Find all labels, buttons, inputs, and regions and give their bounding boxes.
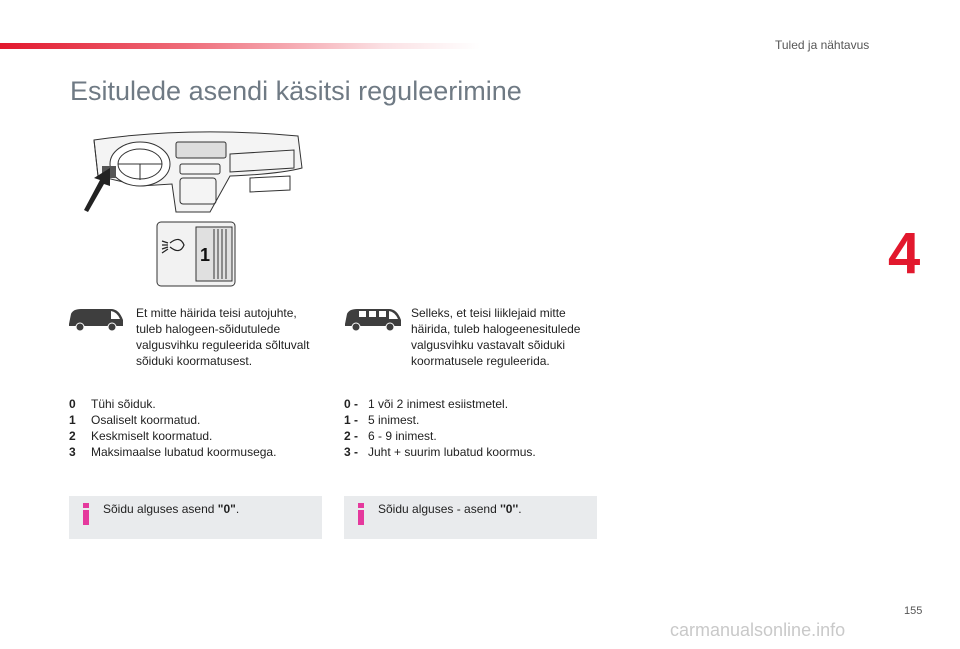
info-suffix: . (235, 502, 240, 516)
info-suffix: . (518, 502, 522, 516)
info-label: Sõidu alguses - asend (378, 502, 501, 516)
list-item (69, 396, 276, 412)
right-note-line: valgusvihku vastavalt sõiduki (411, 338, 566, 352)
info-icon (357, 503, 365, 525)
watermark: carmanualsonline.info (670, 620, 846, 640)
position-key: 0 (69, 397, 76, 411)
headlamp-adjust-dial (156, 221, 236, 287)
right-note-line: Selleks, et teisi liiklejaid mitte (411, 306, 566, 320)
position-text: Tühi sõiduk. (91, 397, 156, 411)
left-position-list (69, 396, 276, 460)
position-text: Osaliselt koormatud. (91, 413, 201, 427)
right-position-list (344, 396, 536, 460)
position-text: Juht + suurim lubatud koormus. (368, 445, 536, 459)
dashboard-illustration (80, 128, 305, 214)
position-key: 1 (69, 413, 76, 427)
right-note (411, 305, 580, 369)
position-text: 1 või 2 inimest esiistmetel. (368, 397, 509, 411)
right-note-line: koormatusele reguleerida. (411, 354, 550, 368)
position-key: 0 - (344, 397, 359, 411)
info-label: Sõidu alguses asend (103, 502, 218, 516)
list-item (344, 428, 536, 444)
left-note-line: tuleb halogeen-sõidutulede (136, 322, 281, 336)
left-note-line: Et mitte häirida teisi autojuhte, (136, 306, 297, 320)
position-key: 1 - (344, 413, 359, 427)
info-box-left (69, 496, 322, 539)
list-item (69, 444, 276, 460)
position-key: 3 (69, 445, 76, 459)
position-text: 5 inimest. (368, 413, 420, 427)
info-icon (82, 503, 90, 525)
position-text: 6 - 9 inimest. (368, 429, 437, 443)
info-text (378, 502, 522, 516)
list-item (69, 428, 276, 444)
position-key: 2 - (344, 429, 359, 443)
list-item (344, 444, 536, 460)
van-icon (67, 306, 125, 332)
section-title: Tuled ja nähtavus (775, 38, 870, 52)
info-text (103, 502, 239, 516)
left-note-line: valgusvihku reguleerida sõltuvalt (136, 338, 310, 352)
right-note-line: häirida, tuleb halogeenesitulede (411, 322, 581, 336)
info-value: ''0'' (500, 502, 519, 516)
dial-position-label: 1 (200, 245, 211, 265)
list-item (344, 412, 536, 428)
passenger-van-icon (343, 306, 403, 332)
list-item (344, 396, 536, 412)
header-accent-bar (0, 43, 480, 49)
left-note-line: sõiduki koormatusest. (136, 354, 253, 368)
page-number: 155 (904, 605, 923, 617)
position-text: Maksimaalse lubatud koormusega. (91, 445, 277, 459)
position-text: Keskmiselt koormatud. (91, 429, 213, 443)
position-key: 3 - (344, 445, 359, 459)
page-title: Esitulede asendi käsitsi reguleerimine (70, 76, 522, 106)
info-box-right (344, 496, 597, 539)
list-item (69, 412, 276, 428)
info-value: "0" (217, 502, 236, 516)
chapter-number: 4 (888, 221, 921, 286)
position-key: 2 (69, 429, 76, 443)
left-note (136, 305, 309, 369)
